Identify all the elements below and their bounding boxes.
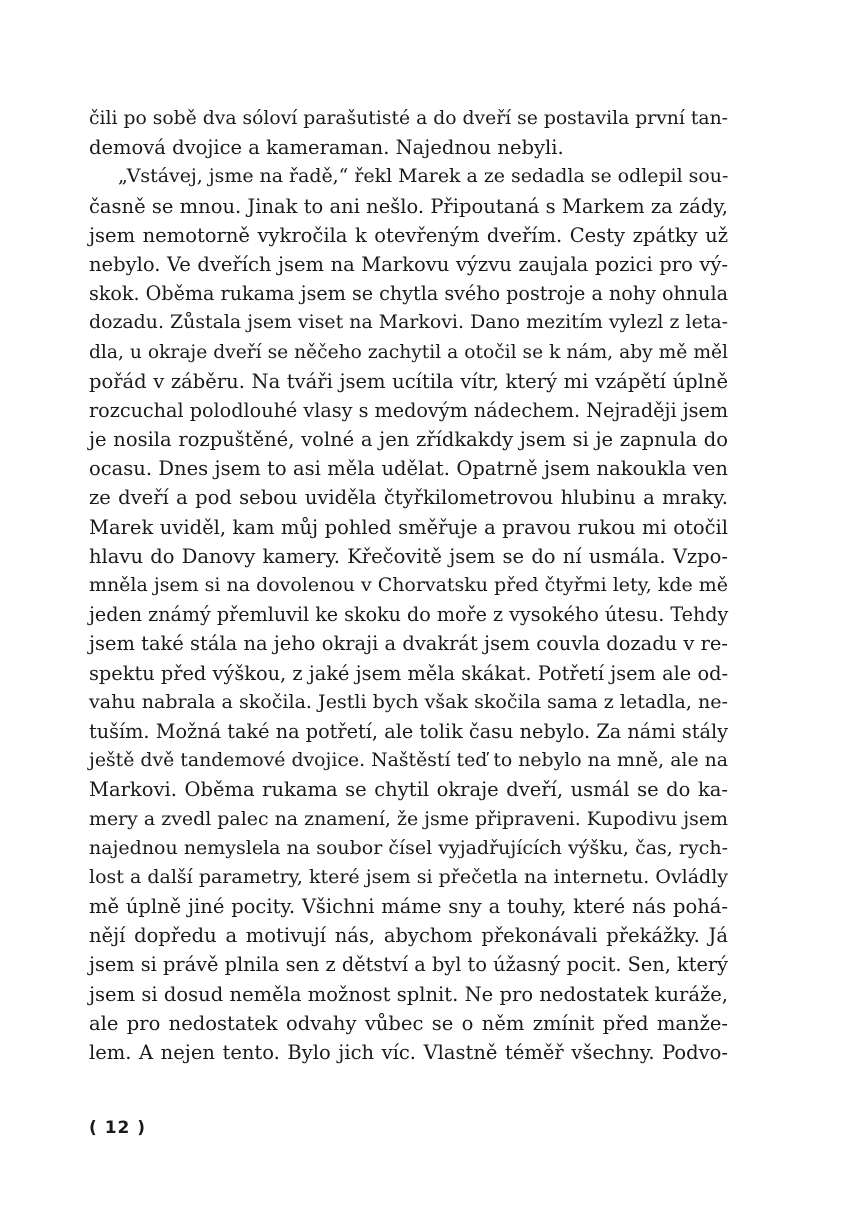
text-line: demová dvojice a kameraman. Najednou nebyli. <box>89 136 564 160</box>
text-line: časně se mnou. Jinak to ani nešlo. Připoutaná s Markem za zády, <box>89 194 728 218</box>
text-line: jsem si právě plnila sen z dětství a byl to úžasný pocit. Sen, který <box>89 953 728 977</box>
text-line: jsem také stála na jeho okraji a dvakrát jsem couvla dozadu v re- <box>89 632 728 656</box>
text-line: lost a další parametry, které jsem si přečetla na internetu. Ovládly <box>89 865 728 888</box>
body-text <box>89 104 728 1067</box>
text-line: ocasu. Dnes jsem to asi měla udělat. Opatrně jsem nakoukla ven <box>89 457 728 481</box>
text-line: ze dveří a pod sebou uviděla čtyřkilometrovou hlubinu a mraky. <box>89 486 728 510</box>
text-line: jsem si dosud neměla možnost splnit. Ne pro nedostatek kuráže, <box>89 982 728 1006</box>
text-line: tuším. Možná také na potřetí, ale tolik času nebylo. Za námi stály <box>89 719 728 743</box>
text-line: nebylo. Ve dveřích jsem na Markovu výzvu zaujala pozici pro vý- <box>89 252 728 276</box>
text-line: rozcuchal polodlouhé vlasy s medovým nádechem. Nejraději jsem <box>89 398 729 422</box>
page-number: ( 12 ) <box>89 1118 147 1138</box>
text-line: mě úplně jiné pocity. Všichni máme sny a touhy, které nás pohá- <box>89 895 728 919</box>
text-line: lem. A nejen tento. Bylo jich víc. Vlastně téměř všechny. Podvo- <box>89 1041 728 1064</box>
text-line: mněla jsem si na dovolenou v Chorvatsku před čtyřmi lety, kde mě <box>89 574 728 596</box>
text-line: je nosila rozpuštěné, volné a jen zřídkakdy jsem si je zapnula do <box>89 428 728 452</box>
text-line: čili po sobě dva sóloví parašutisté a do dveří se postavila první tan- <box>89 108 728 129</box>
text-line: spektu před výškou, z jaké jsem měla skákat. Potřetí jsem ale od- <box>89 661 728 685</box>
text-line: ale pro nedostatek odvahy vůbec se o něm zmínit před manže- <box>89 1011 728 1035</box>
text-line: nějí dopředu a motivují nás, abychom překonávali překážky. Já <box>89 924 728 948</box>
text-line: mery a zvedl palec na znamení, že jsme připraveni. Kupodivu jsem <box>89 807 728 830</box>
text-line: dla, u okraje dveří se něčeho zachytil a otočil se k nám, aby mě měl <box>89 341 728 363</box>
text-line: Marek uviděl, kam můj pohled směřuje a pravou rukou mi otočil <box>89 515 728 539</box>
text-line: ještě dvě tandemové dvojice. Naštěstí teď to nebylo na mně, ale na <box>89 750 728 772</box>
text-line: pořád v záběru. Na tváři jsem ucítila vítr, který mi vzápětí úplně <box>89 369 728 393</box>
text-line: dozadu. Zůstala jsem viset na Markovi. Dano mezitím vylezl z leta- <box>89 311 728 334</box>
text-line: jsem nemotorně vykročila k otevřeným dveřím. Cesty zpátky už <box>89 223 728 247</box>
text-line: skok. Oběma rukama jsem se chytla svého postroje a nohy ohnula <box>89 282 728 306</box>
text-line: vahu nabrala a skočila. Jestli bych však skočila sama z letadla, ne- <box>89 690 728 713</box>
text-line: Markovi. Oběma rukama se chytil okraje dveří, usmál se do ka- <box>89 778 728 802</box>
text-line: jeden známý přemluvil ke skoku do moře z vysokého útesu. Tehdy <box>89 603 729 627</box>
text-line: hlavu do Danovy kamery. Křečovitě jsem se do ní usmála. Vzpo- <box>89 544 728 568</box>
text-line: „Vstávej, jsme na řadě,“ řekl Marek a ze sedadla se odlepil sou- <box>118 165 729 188</box>
text-line: najednou nemyslela na soubor čísel vyjadřujících výšku, čas, rych- <box>89 836 728 859</box>
